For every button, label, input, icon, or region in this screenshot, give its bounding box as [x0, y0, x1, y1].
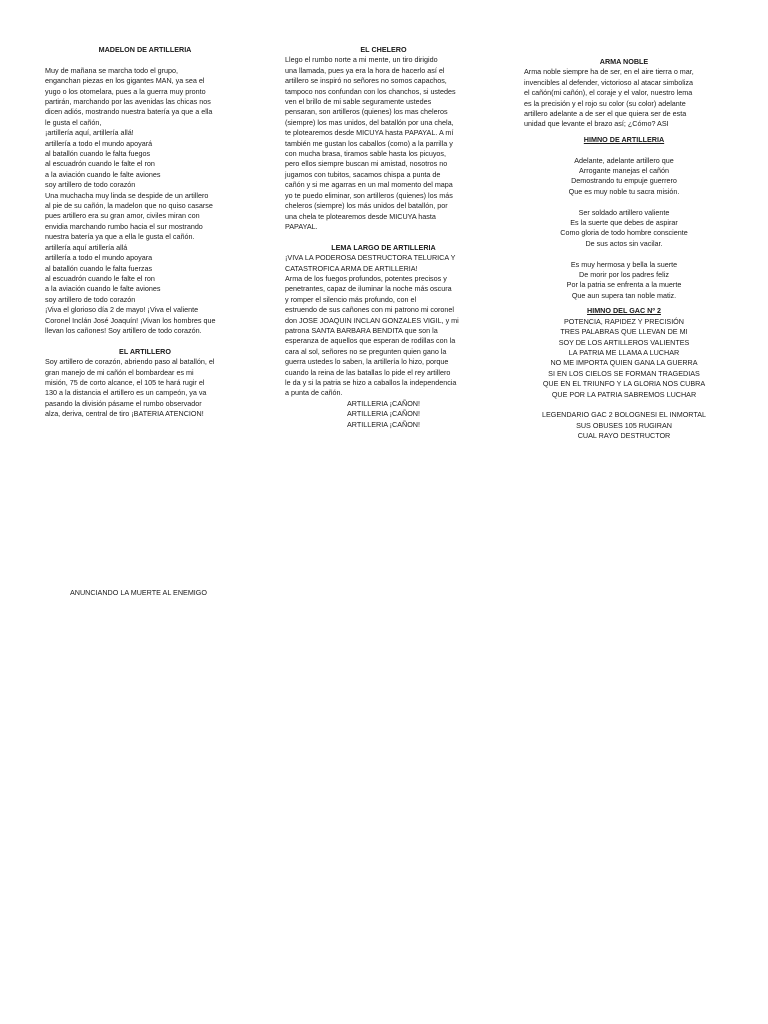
spacer — [285, 232, 482, 242]
artillero-title: EL ARTILLERO — [119, 346, 171, 356]
text-line: cuando la reina de las batallas lo pide el rey artillero — [285, 367, 451, 377]
text-line: yugo o los otomelara, pues a la guerra muy pronto — [45, 86, 206, 96]
text-line: también me gustan los caballos (como) a la parrilla y — [285, 138, 453, 148]
text-line: yo te puedo eliminar, son artilleros (quienes) los más — [285, 190, 453, 200]
text-line: cara al sol, señores no se pregunten quien gano la — [285, 346, 447, 356]
text-line: soy artillero de todo corazón — [45, 294, 136, 304]
column-right — [524, 57, 724, 442]
text-line: artillero adelante a de ser el que quiera ser de esta — [524, 109, 687, 119]
text-line: le gusta el cañón, — [45, 117, 102, 127]
text-line: Arma noble siempre ha de ser, en el aire tierra o mar, — [524, 67, 694, 77]
text-line: alza, deriva, central de tiro ¡BATERIA ATENCION! — [45, 409, 204, 419]
text-line: ¡Viva el glorioso día 2 de mayo! ¡Viva el valiente — [45, 305, 199, 315]
arma-noble-body — [524, 67, 724, 129]
verse-line: LA PATRIA ME LLAMA A LUCHAR — [568, 347, 680, 357]
verse-line: Como gloria de todo hombre consciente — [560, 228, 688, 238]
text-line: cheleros (siempre) los más unidos del batallón, por — [285, 201, 448, 211]
text-line: enganchan piezas en los gigantes MAN, ya sea el — [45, 76, 205, 86]
text-line: artillería a todo el mundo apoyara — [45, 253, 153, 263]
verse-line: Arrogante manejas el cañón — [579, 166, 669, 176]
text-line: Muy de mañana se marcha todo el grupo, — [45, 65, 179, 75]
text-line: artillero se inspiró no señores no somos capachos, — [285, 76, 447, 86]
text-line: ven el brillo de mi sable seguramente ustedes — [285, 97, 432, 107]
text-line: es la precisión y el rojo su color (su color) adelante — [524, 98, 686, 108]
text-line: invencibles al defender, victorioso al atacar simboliza — [524, 77, 693, 87]
text-line: Una muchacha muy linda se despide de un artillero — [45, 190, 209, 200]
spacer — [524, 249, 724, 259]
verse-line: SI EN LOS CIELOS SE FORMAN TRAGEDIAS — [548, 368, 700, 378]
himno-gac-title: HIMNO DEL GAC Nº 2 — [587, 306, 661, 316]
verse-line: NO ME IMPORTA QUIEN GANA LA GUERRA — [550, 358, 698, 368]
verse-line: TRES PALABRAS QUE LLEVAN DE MI — [560, 327, 688, 337]
text-line: al pie de su cañón, la madelon que no quiso casarse — [45, 201, 213, 211]
text-line: con mucha brasa, tiramos sable hasta los picuyos, — [285, 149, 446, 159]
madelon-title: MADELON DE ARTILLERIA — [98, 45, 192, 54]
verse-line: Demostrando tu empuje guerrero — [571, 176, 677, 186]
himno-gac-body — [524, 317, 724, 442]
text-line: ¡artillería aquí, artillería allá! — [45, 128, 134, 138]
text-line: don JOSE JOAQUIN INCLAN GONZALES VIGIL, y mi — [285, 315, 459, 325]
text-line: tampoco nos confundan con los chanchos, si ustedes — [285, 86, 456, 96]
text-line: ¡VIVA LA PODEROSA DESTRUCTORA TELURICA Y — [285, 253, 456, 263]
text-line: a punta de cañón. — [285, 388, 343, 398]
madelon-body — [45, 66, 245, 337]
himno-artilleria-title: HIMNO DE ARTILLERIA — [583, 134, 665, 144]
verse-line: Ser soldado artillero valiente — [578, 207, 670, 217]
text-line: patrona SANTA BARBARA BENDITA que son la — [285, 325, 438, 335]
spacer — [524, 400, 724, 410]
text-line: una chela te plotearemos desde MICUYA hasta — [285, 211, 436, 221]
text-line: artillería aquí artillería allá — [45, 242, 128, 252]
text-line: al batallón cuando le falta fuerzas — [45, 263, 153, 273]
text-line: CATASTROFICA ARMA DE ARTILLERIA! — [285, 263, 418, 273]
verse-line: Adelante, adelante artillero que — [574, 155, 674, 165]
text-line: PAPAYAL. — [285, 221, 318, 231]
verse-line: Es muy hermosa y bella la suerte — [570, 259, 678, 269]
verse-line: SUS OBUSES 105 RUGIRAN — [576, 420, 672, 430]
verse-line: CUAL RAYO DESTRUCTOR — [577, 431, 671, 441]
text-line: envidia marchando rumbo hacia el sur mostrando — [45, 221, 203, 231]
footer-motto: ANUNCIANDO LA MUERTE AL ENEMIGO — [70, 588, 207, 597]
text-line: nuestra batería ya que a ella le gusta el cañón. — [45, 232, 195, 242]
verse-line: Por la patria se enfrenta a la muerte — [566, 280, 682, 290]
text-line: 130 a la distancia el artillero es un campeón, ya va — [45, 388, 207, 398]
column-middle — [285, 45, 482, 430]
lema-title: LEMA LARGO DE ARTILLERIA — [331, 242, 436, 252]
verse-line: POTENCIA, RAPIDEZ Y PRECISIÓN — [564, 316, 684, 326]
text-line: cañón y si me agarras en un mal momento del mapa — [285, 180, 453, 190]
text-line: a la aviación cuando le falte aviones — [45, 284, 161, 294]
text-line: Soy artillero de corazón, abriendo paso al batallón, el — [45, 357, 215, 367]
text-line: llevan los cañones! Soy artillero de todo corazón. — [45, 325, 202, 335]
text-line: al escuadrón cuando le falte el ron — [45, 273, 155, 283]
text-line: misión, 75 de corto alcance, el 105 te hará rugir el — [45, 377, 205, 387]
spacer — [524, 145, 724, 155]
cheer-line: ARTILLERIA ¡CAÑON! — [347, 398, 420, 408]
verse-line: SOY DE LOS ARTILLEROS VALIENTES — [558, 337, 690, 347]
text-line: penetrantes, capaz de iluminar la noche más oscura — [285, 284, 452, 294]
text-line: estruendo de sus cañones con mi patrono mi coronel — [285, 305, 455, 315]
text-line: al escuadrón cuando le falte el ron — [45, 159, 155, 169]
column-left — [45, 45, 245, 420]
text-line: te plotearemos desde MICUYA hasta PAPAYAL. A mí — [285, 128, 454, 138]
text-line: pensaran, son artilleros (quienes) los mas cheleros — [285, 107, 448, 117]
verse-line: De sus actos sin vacilar. — [585, 238, 663, 248]
text-line: unidad que levante el brazo así; ¿Cómo? ASI — [524, 119, 669, 129]
cheer-line: ARTILLERIA ¡CAÑON! — [347, 419, 420, 429]
lema-body — [285, 253, 482, 430]
spacer — [524, 197, 724, 207]
text-line: artillería a todo el mundo apoyará — [45, 138, 153, 148]
text-line: al batallón cuando le falta fuegos — [45, 149, 151, 159]
text-line: dicen adiós, mostrando nuestra batería ya que a ella — [45, 107, 213, 117]
himno-artilleria-body — [524, 156, 724, 302]
text-line: (siempre) los mas unidos, del batallón por una chela, — [285, 117, 454, 127]
text-line: a la aviación cuando le falte aviones — [45, 169, 161, 179]
text-line: pasando la división pásame el rumbo observador — [45, 398, 202, 408]
text-line: el cañón(mi cañón), el coraje y el valor, nuestro lema — [524, 88, 693, 98]
verse-line: De morir por los padres feliz — [579, 270, 669, 280]
chelero-body — [285, 55, 482, 232]
arma-noble-title: ARMA NOBLE — [599, 57, 649, 66]
cheer-line: ARTILLERIA ¡CAÑON! — [347, 409, 420, 419]
text-line: pero ellos siempre buscan mi amistad, nosotros no — [285, 159, 448, 169]
spacer — [45, 336, 245, 346]
text-line: y romper el silencio más profundo, con el — [285, 294, 417, 304]
text-line: esperanza de aquellos que esperan de rodillas con la — [285, 336, 456, 346]
text-line: partirán, marchando por las avenidas las chicas nos — [45, 97, 211, 107]
text-line: guerra ustedes lo saben, la artillería lo hizo, porque — [285, 357, 449, 367]
verse-line: LEGENDARIO GAC 2 BOLOGNESI EL INMORTAL — [541, 410, 707, 420]
text-line: Llego el rumbo norte a mi mente, un tiro dirigido — [285, 55, 438, 65]
text-line: una llamada, pues ya era la hora de hacerlo así el — [285, 65, 445, 75]
text-line: gran manejo de mi cañón el bombardear es mi — [45, 367, 194, 377]
verse-line: Es la suerte que debes de aspirar — [570, 218, 678, 228]
text-line: jugamos con tubitos, sacamos chispa a punta de — [285, 169, 441, 179]
text-line: pues artillero era su gran amor, civiles miran con — [45, 211, 200, 221]
spacer — [45, 55, 245, 65]
text-line: soy artillero de todo corazón — [45, 180, 136, 190]
chelero-title: EL CHELERO — [360, 45, 407, 54]
text-line: Arma de los fuegos profundos, potentes precisos y — [285, 273, 447, 283]
artillero-body — [45, 357, 245, 419]
verse-line: QUE EN EL TRIUNFO Y LA GLORIA NOS CUBRA — [542, 379, 706, 389]
verse-line: Que aun supera tan noble matiz. — [571, 290, 677, 300]
verse-line: QUE POR LA PATRIA SABREMOS LUCHAR — [551, 389, 697, 399]
text-line: Coronel Inclán José Joaquín! ¡Vivan los hombres que — [45, 315, 216, 325]
text-line: le da y si la patria se hizo a caballos la independencia — [285, 377, 457, 387]
verse-line: Que es muy noble tu sacra misión. — [568, 186, 680, 196]
